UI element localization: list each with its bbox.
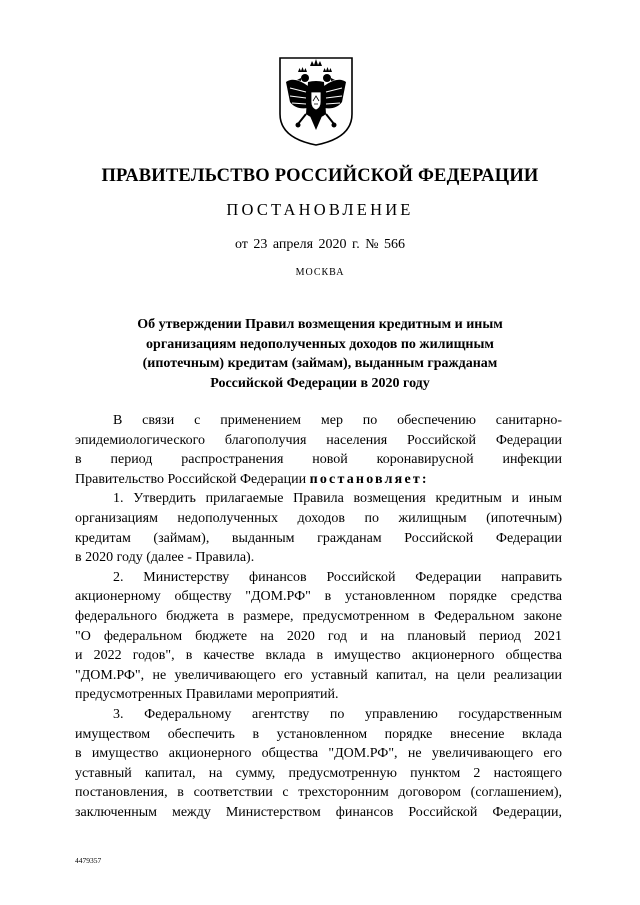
body-line: акционерному обществу "ДОМ.РФ" в установленном порядке средства: [75, 589, 562, 605]
body-line: 1. Утвердить прилагаемые Правила возмещения кредитным и иным: [113, 491, 562, 507]
body-line: В связи с применением мер по обеспечению санитарно-: [113, 413, 562, 428]
document-body: [75, 411, 562, 822]
body-line: имуществом обеспечить в установленном порядке внесение вклада: [75, 726, 562, 742]
decree-word: постановляет:: [309, 471, 429, 487]
body-line: в имущество акционерного общества "ДОМ.РФ", не увеличивающего его: [75, 746, 562, 762]
body-line: федерального бюджета в размере, предусмотренном в Федеральном законе: [75, 608, 562, 624]
body-line: "ДОМ.РФ", не увеличивающего его уставный капитал, на цели реализации: [75, 667, 562, 683]
body-line: постановления, в соответствии с трехсторонним договором (соглашением),: [75, 785, 562, 801]
document-city: МОСКВА: [295, 267, 345, 278]
body-line: в 2020 году (далее - Правила).: [75, 550, 255, 566]
document-code: 4479357: [75, 856, 102, 865]
decree-prefix: Правительство Российской Федерации: [75, 471, 310, 487]
body-line: 3. Федеральному агентству по управлению государственным: [113, 706, 562, 722]
title-line: Об утверждении Правил возмещения кредитным и иным: [137, 317, 503, 332]
body-line: [75, 470, 562, 490]
title-line: организациям недополученных доходов по жилищным: [146, 336, 494, 352]
body-line: в период распространения новой коронавирусной инфекции: [75, 452, 562, 468]
document-date-number: от 23 апреля 2020 г. № 566: [234, 237, 406, 252]
body-line: организациям недополученных доходов по жилищным (ипотечным): [75, 510, 562, 526]
body-line: заключенным между Министерством финансов Российской Федерации,: [75, 804, 562, 820]
document-title: [90, 315, 550, 393]
body-line: кредитам (займам), выданным гражданам Российской Федерации: [75, 530, 562, 546]
body-line: уставный капитал, на сумму, предусмотренную пунктом 2 настоящего: [75, 765, 562, 781]
body-line: и 2022 годов", в качестве вклада в имущество акционерного общества: [75, 648, 562, 664]
body-line: эпидемиологического благополучия населения Российской Федерации: [75, 432, 562, 448]
russian-coat-of-arms-icon: [272, 52, 360, 148]
body-line: предусмотренных Правилами мероприятий.: [75, 687, 339, 703]
title-line: (ипотечным) кредитам (займам), выданным гражданам: [142, 356, 498, 371]
title-line: Российской Федерации в 2020 году: [210, 375, 430, 391]
body-line: 2. Министерству финансов Российской Федерации направить: [113, 569, 562, 585]
document-type: ПОСТАНОВЛЕНИЕ: [226, 200, 414, 219]
body-line: "О федеральном бюджете на 2020 год и на плановый период 2021: [75, 628, 562, 644]
organization-name: ПРАВИТЕЛЬСТВО РОССИЙСКОЙ ФЕДЕРАЦИИ: [101, 166, 539, 186]
